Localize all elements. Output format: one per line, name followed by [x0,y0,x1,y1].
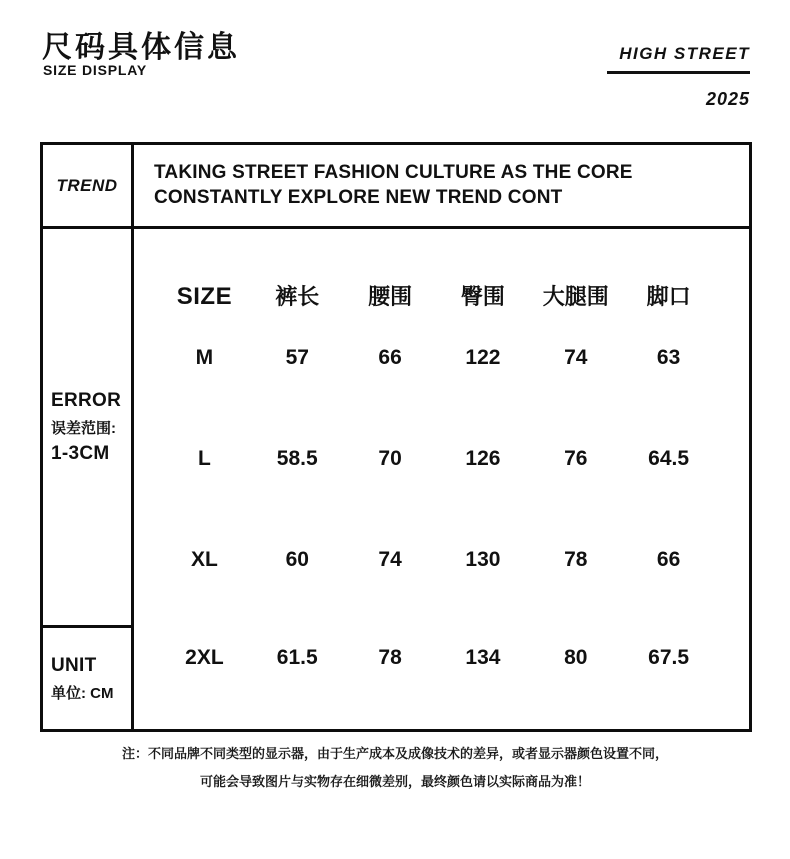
note-line-1: 注：不同品牌不同类型的显示器，由于生产成本及成像技术的差异，或者显示器颜色设置不同， [121,746,668,761]
measurement-value: 130 [465,548,501,571]
column-header: 裤长 [275,284,320,309]
measurement-value: 63 [656,346,681,369]
measurement-value: 66 [378,346,402,369]
size-table-row [134,545,749,575]
size-label: 2XL [185,646,224,669]
column-header: 脚口 [646,284,691,309]
size-table-header-row [134,282,749,312]
banner-line-2: CONSTANTLY EXPLORE NEW TREND CONT [154,187,563,208]
size-table-row [134,643,749,673]
measurement-value: 60 [285,548,309,571]
column-header: 臀围 [460,284,505,309]
measurement-value: 74 [378,548,402,571]
size-label: XL [190,548,218,571]
page-subtitle: SIZE DISPLAY [43,62,147,78]
banner-line-1: TAKING STREET FASHION CULTURE AS THE CORE [154,162,633,183]
column-header: 大腿围 [542,284,609,309]
measurement-value: 58.5 [276,447,318,470]
measurement-value: 80 [564,646,588,669]
measurement-value: 134 [465,646,501,669]
brand-divider [607,71,750,74]
unit-label-cn: 单位: CM [51,684,114,702]
size-table-row [134,343,749,373]
measurement-value: 126 [465,447,501,470]
page-title: 尺码具体信息 [42,31,240,64]
measurement-value: 57 [285,346,309,369]
brand-name: HIGH STREET [619,44,750,63]
unit-cell [43,628,134,729]
measurement-value: 64.5 [648,447,690,470]
measurement-value: 76 [564,447,588,470]
measurement-value: 122 [465,346,501,369]
error-title: ERROR [51,389,122,411]
error-range-cell [43,229,134,628]
size-chart-card [40,142,752,732]
measurement-value: 78 [564,548,588,571]
measurement-value: 78 [378,646,402,669]
trend-label-cell: TREND [43,145,134,229]
measurement-value: 66 [656,548,681,571]
error-value: 1-3CM [51,442,110,464]
note-line-2: 可能会导致图片与实物存在细微差别，最终颜色请以实际商品为准！ [199,774,590,789]
measurement-value: 61.5 [276,646,318,669]
column-header: 腰围 [368,284,413,309]
column-header: SIZE [176,283,233,310]
measurement-value: 67.5 [648,646,690,669]
brand-year: 2025 [705,89,750,109]
size-label: L [198,447,211,470]
measurement-value: 70 [378,447,402,470]
error-label-cn: 误差范围: [51,419,116,437]
measurement-value: 74 [564,346,588,369]
size-table [134,229,749,729]
unit-title: UNIT [51,654,97,676]
color-disclaimer-note [0,740,790,796]
size-table-row [134,444,749,474]
size-label: M [195,346,214,369]
trend-banner-cell [134,145,749,229]
